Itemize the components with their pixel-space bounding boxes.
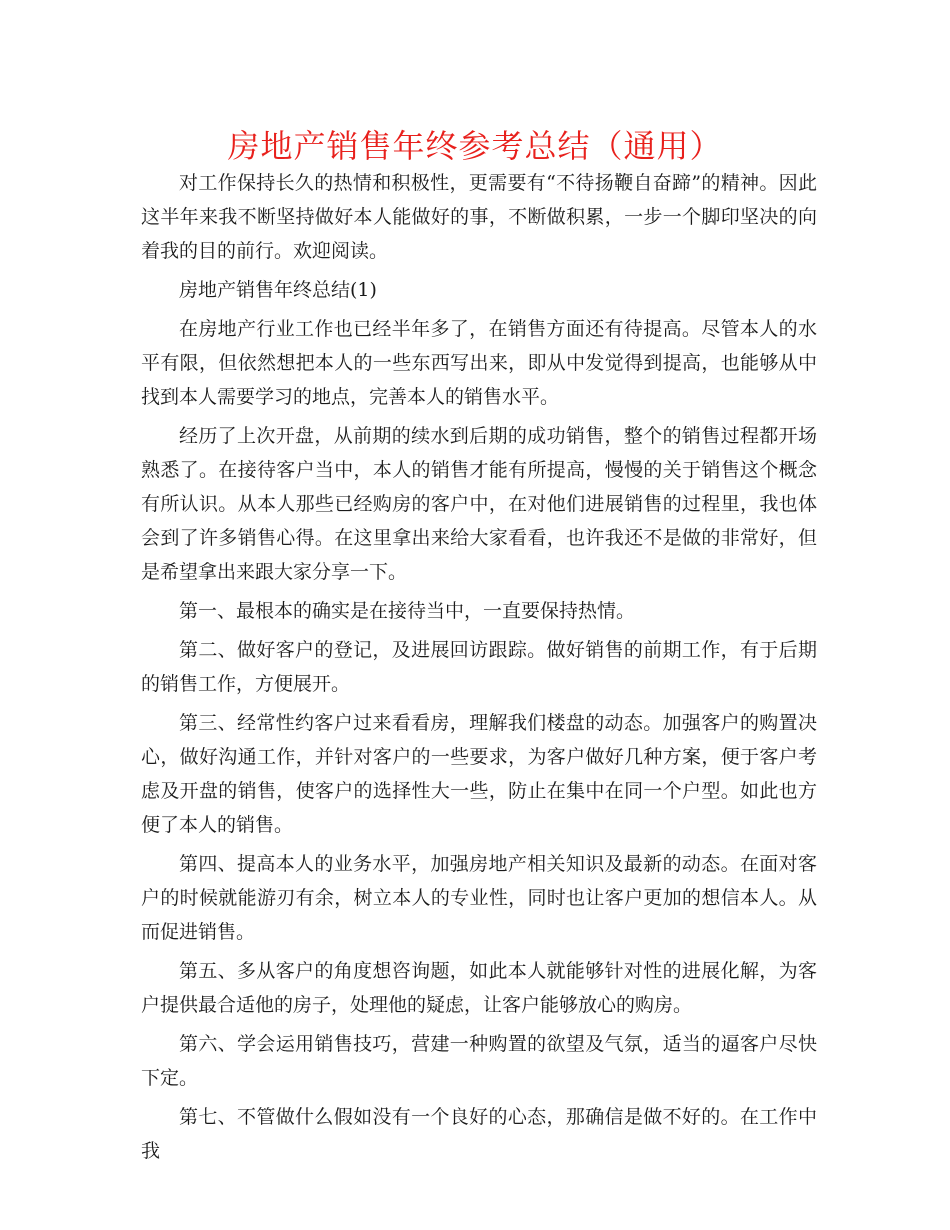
document-body <box>141 166 817 1173</box>
paragraph-point-4: 第四、提高本人的业务水平，加强房地产相关知识及最新的动态。在面对客户的时候就能游刃有余，树立本人的专业性，同时也让客户更加的想信本人。从而促进销售。 <box>141 853 817 943</box>
paragraph-point-2: 第二、做好客户的登记，及进展回访跟踪。做好销售的前期工作，有于后期的销售工作，方便展开。 <box>141 639 817 695</box>
paragraph-point-1: 第一、最根本的确实是在接待当中，一直要保持热情。 <box>179 600 636 622</box>
paragraph-point-6: 第六、学会运用销售技巧，营建一种购置的欲望及气氛，适当的逼客户尽快下定。 <box>141 1033 817 1089</box>
document-title: 房地产销售年终参考总结（通用） <box>227 127 723 165</box>
paragraph-point-3: 第三、经常性约客户过来看看房，理解我们楼盘的动态。加强客户的购置决心，做好沟通工作，并针对客户的一些要求，为客户做好几种方案，便于客户考虑及开盘的销售，使客户的选择性大一些，防止在集中在同一个户型。如此也方便了本人的销售。 <box>141 712 817 836</box>
section-heading: 房地产销售年终总结(1) <box>179 279 377 301</box>
paragraph: 在房地产行业工作也已经半年多了，在销售方面还有待提高。尽管本人的水平有限，但依然想把本人的一些东西写出来，即从中发觉得到提高，也能够从中找到本人需要学习的地点，完善本人的销售水平。 <box>141 318 817 408</box>
paragraph-point-7: 第七、不管做什么假如没有一个良好的心态，那确信是做不好的。在工作中我 <box>141 1106 817 1162</box>
paragraph-point-5: 第五、多从客户的角度想咨询题，如此本人就能够针对性的进展化解，为客户提供最合适他的房子，处理他的疑虑，让客户能够放心的购房。 <box>141 960 817 1016</box>
paragraph: 经历了上次开盘，从前期的续水到后期的成功销售，整个的销售过程都开场熟悉了。在接待客户当中，本人的销售才能有所提高，慢慢的关于销售这个概念有所认识。从本人那些已经购房的客户中，在对他们进展销售的过程里，我也体会到了许多销售心得。在这里拿出来给大家看看，也许我还不是做的非常好，但是希望拿出来跟大家分享一下。 <box>141 425 817 583</box>
paragraph-intro: 对工作保持长久的热情和积极性，更需要有“不待扬鞭自奋蹄”的精神。因此这半年来我不断坚持做好本人能做好的事，不断做积累，一步一个脚印坚决的向着我的目的前行。欢迎阅读。 <box>141 172 817 262</box>
